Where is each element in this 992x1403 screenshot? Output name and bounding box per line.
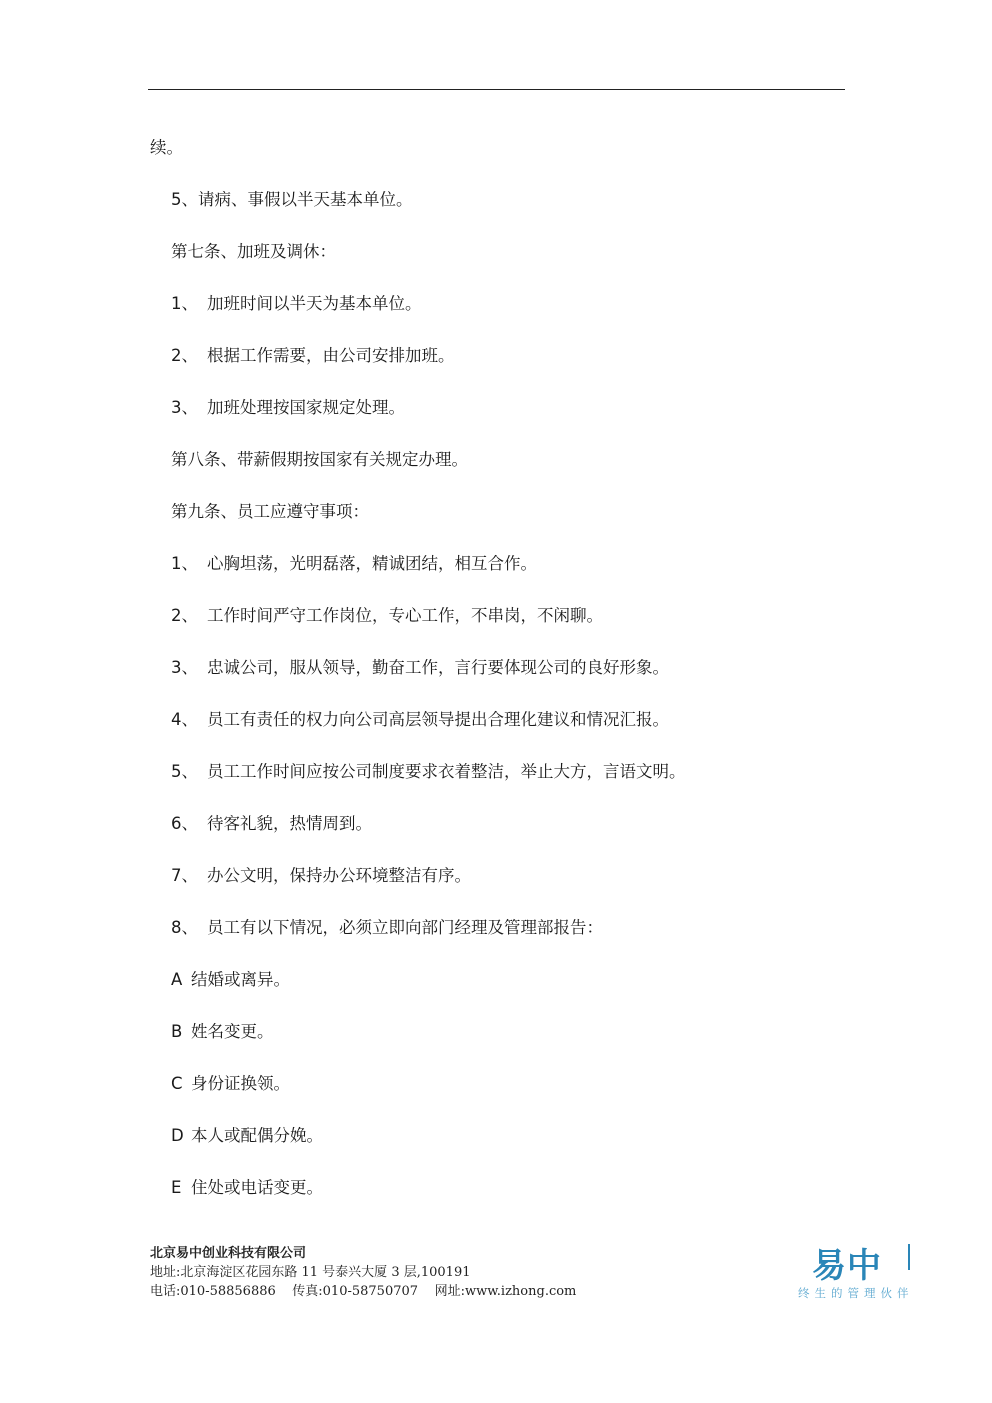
article-heading	[171, 241, 336, 263]
sub-item	[171, 1021, 274, 1043]
logo-tagline: 终生的管理伙伴	[798, 1286, 914, 1300]
item-text: 第八条、带薪假期按国家有关规定办理。	[171, 450, 468, 469]
item-letter: A	[171, 970, 183, 989]
logo-brand-text: 易中	[812, 1246, 882, 1286]
logo-mark-icon	[908, 1244, 918, 1270]
item-letter: D	[171, 1126, 184, 1145]
item-number: 6、	[171, 814, 198, 833]
list-item	[171, 605, 603, 627]
item-text: 工作时间严守工作岗位，专心工作，不串岗，不闲聊。	[207, 606, 603, 625]
sub-item	[171, 1073, 290, 1095]
item-number: 2、	[171, 346, 198, 365]
item-text: 心胸坦荡，光明磊落，精诚团结，相互合作。	[207, 554, 537, 573]
item-number: 1、	[171, 294, 198, 313]
list-item	[171, 189, 413, 211]
item-text: 根据工作需要，由公司安排加班。	[207, 346, 455, 365]
list-item	[171, 553, 537, 575]
item-letter: B	[171, 1022, 183, 1041]
item-number: 5、	[171, 762, 198, 781]
list-item	[171, 657, 669, 679]
article-heading	[171, 449, 468, 471]
item-number: 7、	[171, 866, 198, 885]
item-letter: C	[171, 1074, 183, 1093]
item-number: 2、	[171, 606, 198, 625]
item-text: 本人或配偶分娩。	[191, 1126, 323, 1145]
footer-contact: 电话:010-58856886 传真:010-58750707 网址:www.izhong.com	[150, 1284, 577, 1299]
footer-address: 地址:北京海淀区花园东路 11 号泰兴大厦 3 层,100191	[150, 1265, 471, 1280]
item-number: 3、	[171, 658, 198, 677]
item-text: 员工工作时间应按公司制度要求衣着整洁，举止大方，言语文明。	[207, 762, 686, 781]
item-text: 加班处理按国家规定处理。	[207, 398, 405, 417]
list-item	[171, 917, 603, 939]
item-text: 待客礼貌，热情周到。	[207, 814, 372, 833]
item-text: 第九条、员工应遵守事项：	[171, 502, 369, 521]
item-text: 忠诚公司，服从领导，勤奋工作，言行要体现公司的良好形象。	[207, 658, 669, 677]
item-text: 第七条、加班及调休：	[171, 242, 336, 261]
item-text: 姓名变更。	[191, 1022, 274, 1041]
item-text: 员工有以下情况，必须立即向部门经理及管理部报告：	[207, 918, 603, 937]
list-item	[171, 293, 422, 315]
item-text: 住处或电话变更。	[191, 1178, 323, 1197]
list-item	[171, 345, 455, 367]
continuation-text: 续。	[150, 138, 183, 157]
item-text: 结婚或离异。	[191, 970, 290, 989]
list-item	[171, 709, 669, 731]
item-text: 身份证换领。	[191, 1074, 290, 1093]
list-item	[171, 397, 405, 419]
list-item	[171, 761, 686, 783]
item-letter: E	[171, 1178, 182, 1197]
page-footer	[150, 1244, 576, 1301]
company-logo	[790, 1238, 930, 1308]
item-text: 5、请病、事假以半天基本单位。	[171, 190, 413, 209]
sub-item	[171, 1125, 323, 1147]
item-text: 加班时间以半天为基本单位。	[207, 294, 422, 313]
item-number: 3、	[171, 398, 198, 417]
sub-item	[171, 969, 290, 991]
sub-item	[171, 1177, 323, 1199]
header-rule	[148, 89, 845, 90]
item-number: 1、	[171, 554, 198, 573]
list-item	[171, 865, 471, 887]
item-number: 8、	[171, 918, 198, 937]
footer-company: 北京易中创业科技有限公司	[150, 1246, 307, 1261]
article-heading	[171, 501, 369, 523]
item-text: 办公文明，保持办公环境整洁有序。	[207, 866, 471, 885]
item-text: 员工有责任的权力向公司高层领导提出合理化建议和情况汇报。	[207, 710, 669, 729]
list-item	[171, 813, 372, 835]
item-number: 4、	[171, 710, 198, 729]
